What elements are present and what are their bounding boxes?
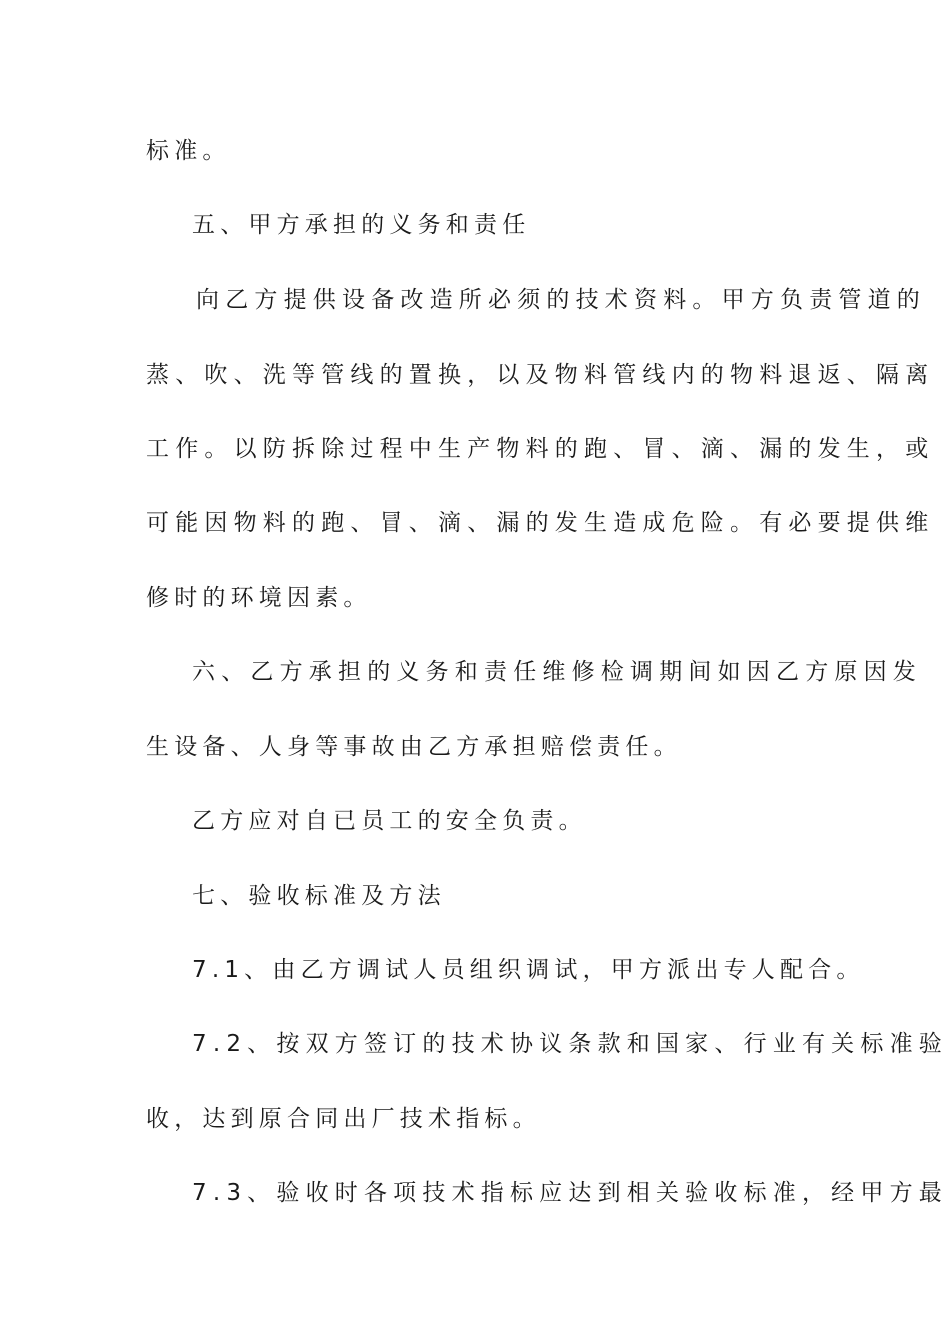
section-heading: 六、乙方承担的义务和责任维修检调期间如因乙方原因发 xyxy=(192,659,922,685)
text-line: 标准。 xyxy=(146,138,231,164)
text-line: 7.2、按双方签订的技术协议条款和国家、行业有关标准验 xyxy=(192,1031,948,1057)
text-line: 收，达到原合同出厂技术指标。 xyxy=(146,1106,541,1132)
text-line: 乙方应对自已员工的安全负责。 xyxy=(192,808,587,834)
section-heading: 七、验收标准及方法 xyxy=(192,883,446,909)
section-heading: 五、甲方承担的义务和责任 xyxy=(192,212,531,238)
text-line: 可能因物料的跑、冒、滴、漏的发生造成危险。有必要提供维 xyxy=(146,510,935,536)
text-line: 生设备、人身等事故由乙方承担赔偿责任。 xyxy=(146,734,682,760)
text-line: 工作。以防拆除过程中生产物料的跑、冒、滴、漏的发生，或 xyxy=(146,436,935,462)
text-line: 向乙方提供设备改造所必须的技术资料。甲方负责管道的 xyxy=(196,287,926,313)
text-line: 修时的环境因素。 xyxy=(146,585,372,611)
text-line: 7.3、验收时各项技术指标应达到相关验收标准，经甲方最 xyxy=(192,1180,948,1206)
text-line: 蒸、吹、洗等管线的置换，以及物料管线内的物料退返、隔离 xyxy=(146,362,935,388)
text-line: 7.1、由乙方调试人员组织调试，甲方派出专人配合。 xyxy=(192,957,865,983)
